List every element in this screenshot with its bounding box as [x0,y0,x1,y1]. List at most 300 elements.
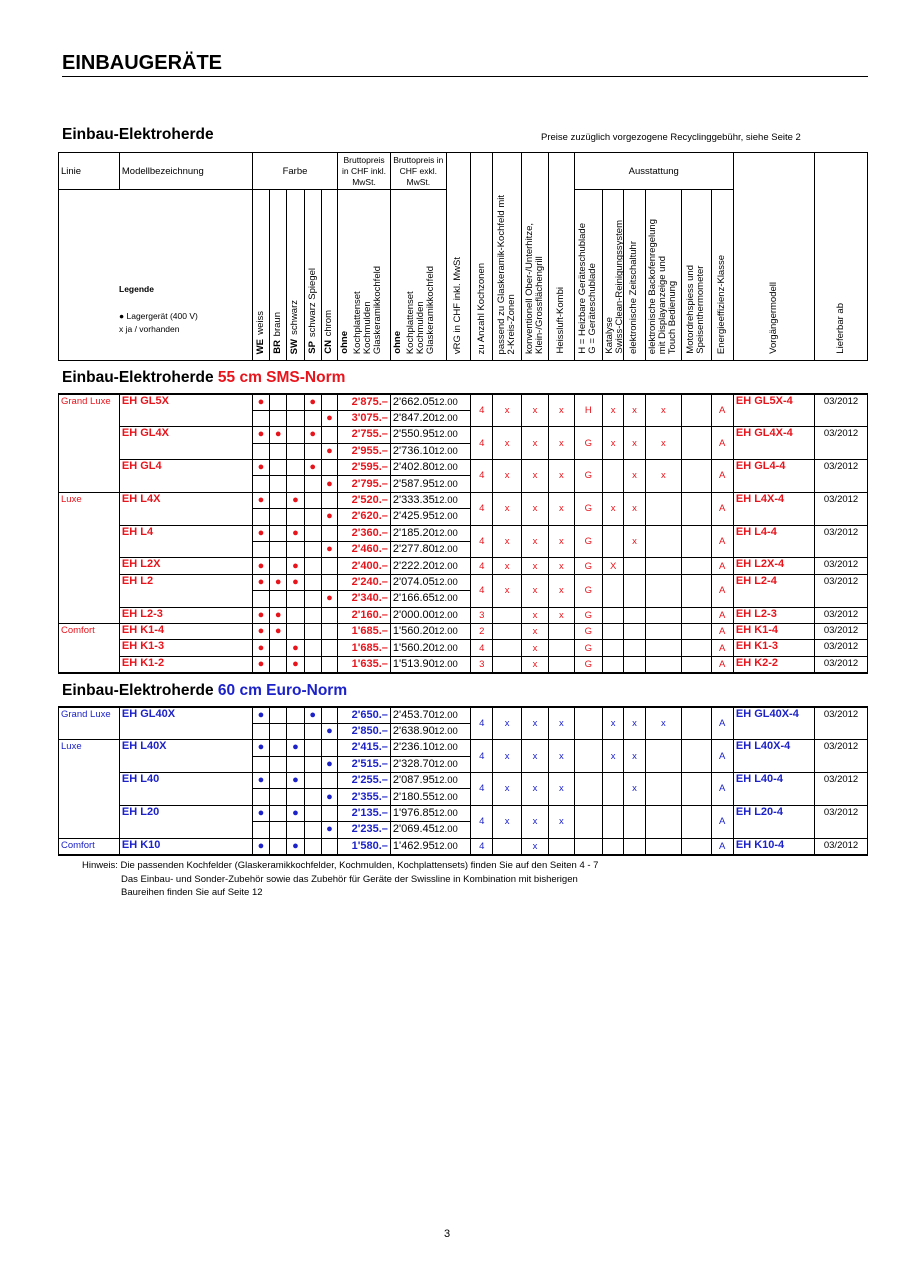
model-name: EH L4 [119,525,252,558]
color-dot [321,607,337,623]
model-name: EH GL4 [119,460,252,493]
color-dot [287,427,304,443]
color-dot [270,394,287,410]
header-motor: Motordrehspiess und Speisenthermometer [682,190,711,361]
color-dot [321,394,337,410]
linie-cell: Grand Luxe [59,394,120,427]
price-excl: 2'166.65 [390,591,432,607]
vrg-value: 12.00 [432,591,471,607]
price-incl: 2'400.– [338,558,391,574]
vrg-value: 12.00 [432,558,471,574]
feature-cell [682,492,711,525]
color-dot [321,640,337,656]
feature-cell [645,656,682,672]
linie-cell: Comfort [59,838,120,854]
header-kp-exkl: ohne Kochplattenset Kochmulden Glaskeramikkochfeld [390,190,446,361]
color-dot: ● [252,427,269,443]
available-date: 03/2012 [815,525,868,558]
feature-cell [602,460,623,493]
feature-cell: A [711,460,733,493]
price-incl: 3'075.– [338,410,391,426]
price-excl: 2'069.45 [390,822,432,838]
color-dot: ● [321,476,337,492]
vrg-value: 12.00 [432,574,471,590]
color-dot: ● [321,542,337,558]
header-braun: braun BR [270,190,287,361]
feature-cell: x [602,740,623,773]
feature-cell [549,656,574,672]
model-name: EH K1-4 [119,623,252,639]
feature-cell [682,558,711,574]
header-brutto-inkl: Bruttopreis in CHF inkl. MwSt. [338,153,391,190]
feature-cell: 4 [471,838,493,854]
linie-cell: Luxe [59,740,120,773]
feature-cell [682,740,711,773]
table-row [59,525,868,541]
color-dot: ● [252,558,269,574]
feature-cell: X [602,558,623,574]
table-row [59,838,868,854]
color-dot [270,756,287,772]
header-linie: Linie [59,153,120,190]
feature-cell [493,656,521,672]
table-row [59,640,868,656]
feature-cell [682,394,711,427]
color-dot: ● [287,525,304,541]
feature-cell: G [574,525,602,558]
feature-cell [624,838,645,854]
footnote: Hinweis: Die passenden Kochfelder (Glaskeramikkochfelder, Kochmulden, Kochplattensets) finden Sie auf den Seiten 4 - 7 Das Einbau- und Sonder-Zubehör sowie das Zubehör für Geräte der Swissline in Kombination mit bisherigen Baureihen finden Sie auf Seite 12 [82,860,599,898]
price-incl: 2'360.– [338,525,391,541]
table-row [59,427,868,443]
color-dot [287,707,304,723]
feature-cell [493,640,521,656]
predecessor-model: EH L40X-4 [733,740,814,773]
title-rule [62,76,868,77]
color-dot [252,542,269,558]
feature-cell: x [645,460,682,493]
feature-cell: G [574,623,602,639]
feature-cell: 4 [471,707,493,740]
header-heiss: Heissluft-Kombi [549,153,574,361]
linie-cell [59,427,120,460]
price-excl: 2'185.20 [390,525,432,541]
feature-cell: A [711,838,733,854]
feature-cell [645,607,682,623]
table-row [59,394,868,410]
predecessor-model: EH GL5X-4 [733,394,814,427]
feature-cell: x [549,707,574,740]
price-incl: 2'755.– [338,427,391,443]
color-dot [270,476,287,492]
feature-cell [602,773,623,806]
color-dot [287,789,304,805]
price-excl: 2'847.20 [390,410,432,426]
feature-cell: A [711,740,733,773]
price-excl: 2'087.95 [390,773,432,789]
available-date: 03/2012 [815,707,868,740]
price-excl: 1'976.85 [390,805,432,821]
feature-cell [602,574,623,607]
feature-cell: A [711,492,733,525]
color-dot: ● [287,656,304,672]
color-dot [270,558,287,574]
color-dot [304,591,321,607]
model-name: EH L20 [119,805,252,838]
linie-cell [59,607,120,623]
table-60cm [58,706,868,856]
model-name: EH L40 [119,773,252,806]
price-excl: 2'333.35 [390,492,432,508]
color-dot: ● [304,394,321,410]
feature-cell: x [521,623,548,639]
feature-cell: A [711,607,733,623]
price-incl: 2'515.– [338,756,391,772]
price-incl: 2'620.– [338,509,391,525]
feature-cell: x [624,773,645,806]
feature-cell [602,623,623,639]
header-schwarz-spiegel: schwarz Spiegel SP [304,190,321,361]
header-ober: konventionell Ober-/Unterhitze, Klein-/Grossflächengrill [521,153,548,361]
feature-cell: 3 [471,607,493,623]
color-dot: ● [321,723,337,739]
price-excl: 2'425.95 [390,509,432,525]
feature-cell [624,656,645,672]
feature-cell: A [711,394,733,427]
color-dot: ● [252,525,269,541]
color-dot [304,723,321,739]
vrg-value: 12.00 [432,623,471,639]
feature-cell: 4 [471,427,493,460]
table-55cm [58,393,868,674]
price-incl: 2'520.– [338,492,391,508]
color-dot [304,542,321,558]
linie-cell [59,640,120,656]
color-dot [270,723,287,739]
feature-cell: A [711,558,733,574]
feature-cell [645,623,682,639]
color-dot [287,607,304,623]
color-dot [270,773,287,789]
color-dot: ● [287,805,304,821]
color-dot [252,509,269,525]
color-dot [304,558,321,574]
feature-cell [574,707,602,740]
price-excl: 1'560.20 [390,640,432,656]
available-date: 03/2012 [815,574,868,607]
color-dot [287,756,304,772]
color-dot [304,574,321,590]
feature-cell [624,574,645,607]
price-incl: 1'580.– [338,838,391,854]
color-dot [270,656,287,672]
available-date: 03/2012 [815,558,868,574]
linie-cell [59,558,120,574]
available-date: 03/2012 [815,492,868,525]
color-dot [270,740,287,756]
feature-cell [682,640,711,656]
predecessor-model: EH L2X-4 [733,558,814,574]
feature-cell: x [521,607,548,623]
price-incl: 2'850.– [338,723,391,739]
feature-cell [645,838,682,854]
price-incl: 2'255.– [338,773,391,789]
price-incl: 2'875.– [338,394,391,410]
model-name: EH GL5X [119,394,252,427]
feature-cell: x [549,558,574,574]
price-excl: 2'277.80 [390,542,432,558]
vrg-value: 12.00 [432,723,471,739]
header-vrg: vRG in CHF inkl. MwSt [446,153,470,361]
color-dot: ● [321,756,337,772]
feature-cell: x [624,707,645,740]
feature-cell: x [624,492,645,525]
color-dot [287,460,304,476]
color-dot: ● [252,460,269,476]
feature-cell: A [711,707,733,740]
predecessor-model: EH K10-4 [733,838,814,854]
predecessor-model: EH K1-3 [733,640,814,656]
feature-cell: G [574,460,602,493]
price-incl: 2'415.– [338,740,391,756]
price-excl: 2'328.70 [390,756,432,772]
feature-cell: x [493,460,521,493]
price-excl: 1'560.20 [390,623,432,639]
feature-cell [602,656,623,672]
feature-cell: 4 [471,492,493,525]
color-dot [270,509,287,525]
predecessor-model: EH L40-4 [733,773,814,806]
price-excl: 2'236.10 [390,740,432,756]
price-incl: 2'355.– [338,789,391,805]
price-incl: 2'235.– [338,822,391,838]
price-excl: 2'402.80 [390,460,432,476]
color-dot: ● [287,574,304,590]
feature-cell: x [521,394,548,427]
table-row [59,740,868,756]
vrg-value: 12.00 [432,773,471,789]
color-dot [270,460,287,476]
feature-cell [624,623,645,639]
table-row [59,707,868,723]
feature-cell: H [574,394,602,427]
table-row [59,805,868,821]
color-dot: ● [270,427,287,443]
legend: Legende ● Lagergerät (400 V) x ja / vorhanden [59,190,253,361]
price-excl: 2'550.95 [390,427,432,443]
vrg-value: 12.00 [432,476,471,492]
feature-cell: 4 [471,640,493,656]
color-dot [304,773,321,789]
price-excl: 2'222.20 [390,558,432,574]
color-dot: ● [252,740,269,756]
color-dot [304,838,321,854]
color-dot [287,542,304,558]
color-dot [321,623,337,639]
feature-cell: x [493,525,521,558]
color-dot [304,492,321,508]
price-incl: 1'635.– [338,656,391,672]
color-dot [287,822,304,838]
feature-cell: 4 [471,740,493,773]
feature-cell [645,773,682,806]
color-dot [252,476,269,492]
color-dot: ● [287,492,304,508]
color-dot [270,542,287,558]
color-dot: ● [287,740,304,756]
color-dot [287,394,304,410]
model-name: EH L2X [119,558,252,574]
header-farbe: Farbe [252,153,337,190]
model-name: EH GL40X [119,707,252,740]
color-dot [304,623,321,639]
feature-cell: x [602,394,623,427]
feature-cell: A [711,805,733,838]
vrg-value: 12.00 [432,542,471,558]
available-date: 03/2012 [815,838,868,854]
color-dot [270,707,287,723]
feature-cell: 4 [471,574,493,607]
linie-cell [59,773,120,806]
vrg-value: 12.00 [432,410,471,426]
feature-cell [682,656,711,672]
feature-cell: G [574,427,602,460]
feature-cell: x [493,574,521,607]
feature-cell: x [549,607,574,623]
feature-cell: x [521,492,548,525]
linie-cell: Grand Luxe [59,707,120,740]
color-dot [252,756,269,772]
price-incl: 2'340.– [338,591,391,607]
feature-cell: x [521,427,548,460]
recycling-note: Preise zuzüglich vorgezogene Recyclinggebühr, siehe Seite 2 [541,132,801,143]
header-energie: Energieeffizienz-Klasse [711,190,733,361]
feature-cell [602,805,623,838]
feature-cell: G [574,656,602,672]
header-lief: Lieferbar ab [815,153,868,361]
table-row [59,607,868,623]
section-heading-main: Einbau-Elektroherde [62,126,214,143]
header-heiz: H = Heizbare Geräteschublade G = Geräteschublade [574,190,602,361]
feature-cell [682,427,711,460]
price-excl: 2'587.95 [390,476,432,492]
column-header-table [58,152,868,361]
feature-cell: x [521,773,548,806]
color-dot: ● [304,460,321,476]
feature-cell [574,773,602,806]
color-dot [321,492,337,508]
predecessor-model: EH L2-4 [733,574,814,607]
color-dot [287,723,304,739]
color-dot: ● [252,773,269,789]
vrg-value: 12.00 [432,427,471,443]
feature-cell: x [493,427,521,460]
feature-cell: x [624,740,645,773]
color-dot [321,460,337,476]
table-row [59,460,868,476]
predecessor-model: EH L4-4 [733,525,814,558]
feature-cell [682,607,711,623]
feature-cell [602,838,623,854]
color-dot [304,656,321,672]
feature-cell [645,525,682,558]
feature-cell: G [574,492,602,525]
color-dot: ● [252,805,269,821]
predecessor-model: EH GL40X-4 [733,707,814,740]
price-incl: 2'135.– [338,805,391,821]
feature-cell: A [711,427,733,460]
color-dot [270,838,287,854]
feature-cell: x [549,394,574,427]
feature-cell [624,640,645,656]
color-dot: ● [252,838,269,854]
linie-cell: Luxe [59,492,120,525]
page-title: EINBAUGERÄTE [62,52,223,74]
page-number: 3 [444,1228,451,1240]
price-incl: 2'650.– [338,707,391,723]
feature-cell: 4 [471,773,493,806]
vrg-value: 12.00 [432,707,471,723]
color-dot [287,509,304,525]
feature-cell [645,640,682,656]
feature-cell [624,558,645,574]
available-date: 03/2012 [815,607,868,623]
feature-cell: x [602,707,623,740]
feature-cell: x [521,656,548,672]
color-dot [321,805,337,821]
feature-cell [645,558,682,574]
color-dot [252,410,269,426]
price-incl: 2'240.– [338,574,391,590]
feature-cell: 3 [471,656,493,672]
feature-cell: x [624,525,645,558]
vrg-value: 12.00 [432,756,471,772]
color-dot [270,805,287,821]
color-dot: ● [287,773,304,789]
color-dot [252,591,269,607]
price-incl: 1'685.– [338,623,391,639]
header-kp-inkl: ohne Kochplattenset Kochmulden Glaskeramikkochfeld [338,190,391,361]
vrg-value: 12.00 [432,443,471,459]
header-zeit: elektronische Zeitschaltuhr [624,190,645,361]
linie-cell: Comfort [59,623,120,639]
feature-cell: x [493,805,521,838]
feature-cell [624,607,645,623]
feature-cell: x [521,574,548,607]
table-row [59,492,868,508]
feature-cell: A [711,525,733,558]
color-dot: ● [252,623,269,639]
model-name: EH L2 [119,574,252,607]
feature-cell [682,574,711,607]
feature-cell [682,838,711,854]
price-excl: 2'736.10 [390,443,432,459]
table-row [59,558,868,574]
price-incl: 2'955.– [338,443,391,459]
color-dot [304,607,321,623]
color-dot: ● [252,492,269,508]
vrg-value: 12.00 [432,838,471,854]
table-row [59,574,868,590]
color-dot [304,476,321,492]
feature-cell [624,805,645,838]
available-date: 03/2012 [815,740,868,773]
table-row [59,623,868,639]
color-dot [321,656,337,672]
linie-cell [59,460,120,493]
feature-cell: A [711,773,733,806]
predecessor-model: EH L20-4 [733,805,814,838]
